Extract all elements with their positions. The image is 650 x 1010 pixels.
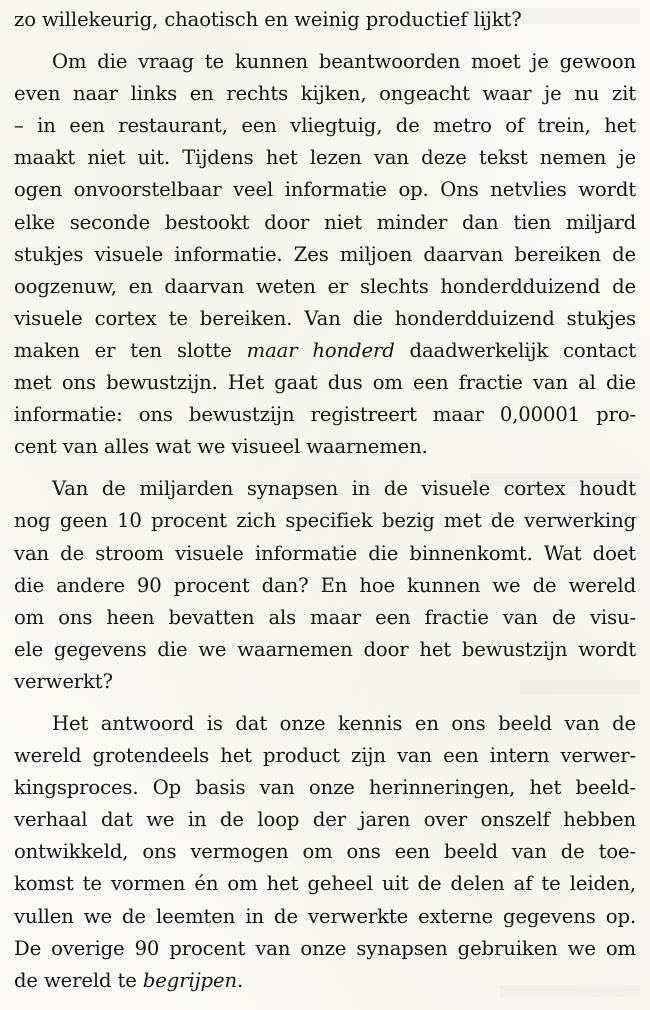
text-segment: die andere 90 procent dan? En hoe kunnen we de wereld (14, 573, 636, 597)
paragraph-gap (14, 463, 636, 473)
text-line (14, 271, 636, 303)
paragraph-gap (14, 36, 636, 46)
text-segment: verwerkt? (14, 669, 113, 693)
text-segment: – in een restaurant, een vliegtuig, de metro of trein, het (14, 114, 636, 138)
text-line (14, 46, 636, 78)
text-segment: Om die vraag te kunnen beantwoorden moet je gewoon (52, 50, 636, 74)
text-segment: kingsproces. Op basis van onze herinneringen, het beeld- (14, 776, 636, 800)
emphasis-text: maar honderd (246, 338, 395, 362)
text-segment: . (236, 968, 244, 992)
text-line (14, 505, 636, 537)
text-segment: nog geen 10 procent zich specifiek bezig met de verwerking (14, 509, 636, 533)
text-line (14, 804, 636, 836)
text-line (14, 965, 636, 997)
text-line (14, 666, 636, 698)
text-line (14, 207, 636, 239)
text-segment: even naar links en rechts kijken, ongeacht waar je nu zit (14, 82, 636, 106)
emphasis-text: begrijpen (142, 968, 237, 992)
text-segment: de wereld te (14, 968, 143, 992)
text-segment: cent van alles wat we visueel waarnemen. (14, 435, 428, 459)
text-segment: Het antwoord is dat onze kennis en ons beeld van de (52, 711, 636, 735)
text-segment: om ons heen bevatten als maar een fractie van de visu- (14, 605, 636, 629)
text-segment: De overige 90 procent van onze synapsen gebruiken we om (14, 936, 636, 960)
text-line (14, 836, 636, 868)
text-line (14, 78, 636, 110)
text-segment: Van de miljarden synapsen in de visuele cortex houdt (52, 477, 636, 501)
text-segment: ele gegevens die we waarnemen door het bewustzijn wordt (14, 637, 636, 661)
text-line (14, 634, 636, 666)
text-segment: vullen we de leemten in de verwerkte externe gegevens op. (14, 904, 636, 928)
text-line (14, 708, 636, 740)
text-line (14, 174, 636, 206)
text-segment: maken er ten slotte (14, 338, 247, 362)
text-line (14, 142, 636, 174)
text-line (14, 570, 636, 602)
text-segment: ogen onvoorstelbaar veel informatie op. Ons netvlies wordt (14, 178, 636, 202)
text-segment: zo willekeurig, chaotisch en weinig productief lijkt? (14, 8, 522, 31)
text-line (14, 538, 636, 570)
text-segment: maakt niet uit. Tijdens het lezen van deze tekst nemen je (14, 146, 636, 170)
text-line (14, 239, 636, 271)
text-line (14, 473, 636, 505)
text-line (14, 4, 636, 36)
text-line (14, 335, 636, 367)
text-line (14, 933, 636, 965)
text-segment: daadwerkelijk contact (394, 338, 636, 362)
body-text (14, 4, 636, 997)
text-segment: stukjes visuele informatie. Zes miljoen daarvan bereiken de (14, 242, 636, 266)
text-line (14, 740, 636, 772)
text-line (14, 110, 636, 142)
text-segment: komst te vormen én om het geheel uit de delen af te leiden, (14, 872, 636, 896)
text-line (14, 602, 636, 634)
text-line (14, 868, 636, 900)
text-segment: ontwikkeld, ons vermogen om ons een beeld van de toe- (14, 840, 636, 864)
text-segment: oogzenuw, en daarvan weten er slechts honderdduizend de (14, 274, 636, 298)
text-line (14, 901, 636, 933)
text-line (14, 303, 636, 335)
text-segment: met ons bewustzijn. Het gaat dus om een fractie van al die (14, 371, 636, 395)
text-line (14, 399, 636, 431)
text-line (14, 772, 636, 804)
text-line (14, 367, 636, 399)
text-segment: van de stroom visuele informatie die binnenkomt. Wat doet (14, 541, 636, 565)
text-segment: wereld grotendeels het product zijn van een intern verwer- (14, 744, 636, 768)
text-segment: elke seconde bestookt door niet minder dan tien miljard (14, 210, 636, 234)
paragraph-gap (14, 698, 636, 708)
text-segment: visuele cortex te bereiken. Van die honderdduizend stukjes (14, 306, 636, 330)
text-segment: informatie: ons bewustzijn registreert maar 0,00001 pro- (14, 403, 636, 427)
text-segment: verhaal dat we in de loop der jaren over onszelf hebben (14, 808, 636, 832)
text-line (14, 431, 636, 463)
